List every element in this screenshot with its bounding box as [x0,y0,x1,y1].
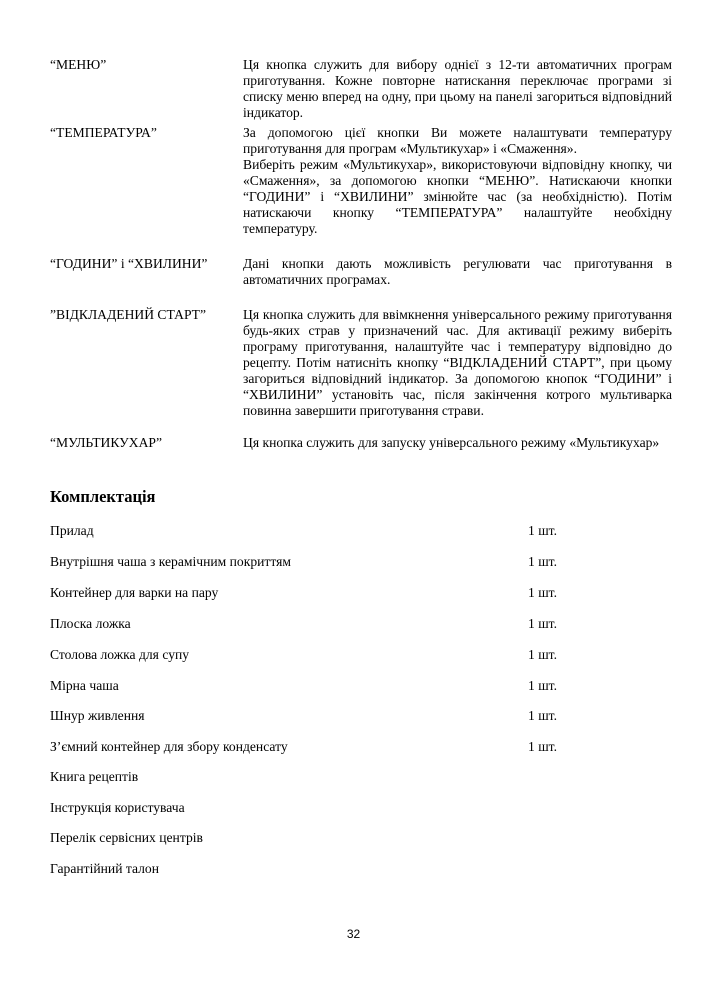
kit-item-name: Інструкція користувача [50,800,185,815]
kit-item-name: Контейнер для варки на пару [50,585,219,600]
kit-item [50,647,610,663]
button-description-text [243,256,672,288]
kit-item-quantity: 1 шт. [528,739,557,754]
kit-item-name: Плоска ложка [50,616,131,631]
kit-item-quantity: 1 шт. [528,708,557,723]
kit-item [50,554,610,570]
kit-item-name: Книга рецептів [50,769,139,784]
button-description-text [243,57,672,121]
kit-item-name: Перелік сервісних центрів [50,830,203,845]
kit-item-quantity: 1 шт. [528,616,557,631]
kit-item-name: Прилад [50,523,94,538]
kit-item-quantity: 1 шт. [528,647,557,662]
kit-item [50,800,610,816]
kit-item [50,769,610,785]
button-description-text [243,435,672,451]
kit-item-quantity: 1 шт. [528,554,557,569]
kit-item-name: Гарантійний талон [50,861,159,876]
section-title-kit: Комплектація [50,487,156,506]
button-description-hours-minutes [50,256,672,288]
button-description-multicook [50,435,672,451]
kit-item-name: Столова ложка для супу [50,647,190,662]
kit-item [50,708,610,724]
button-description-text [243,125,672,237]
description-paragraph: За допомогою цієї кнопки Ви можете налаштувати температуру приготування для програм «Мультикухар» і «Смаження». [243,125,672,156]
button-term: “ТЕМПЕРАТУРА” [50,125,157,140]
button-description-menu [50,57,672,121]
description-paragraph: Ця кнопка служить для запуску універсального режиму «Мультикухар» [243,435,660,450]
button-description-text [243,307,672,419]
page-number: 32 [346,927,361,941]
button-description-delayed-start [50,307,672,419]
description-paragraph: Ця кнопка служить для ввімкнення універсального режиму приготування будь-яких страв у призначений час. Для активації режиму виберіть програму приготування, налаштуйте час і температуру відповідно до рецепту. Потім натисніть кнопку “ВІДКЛАДЕНИЙ СТАРТ”, при цьому загориться відповідний індикатор. За допомогою кнопок “ГОДИНИ” і “ХВИЛИНИ” установіть час, після закінчення котрого мультиварка повинна завершити приготування страви. [243,307,672,418]
kit-item-name: Мірна чаша [50,678,119,693]
button-term: ”ВІДКЛАДЕНИЙ СТАРТ” [50,307,207,322]
kit-item-name: Шнур живлення [50,708,145,723]
kit-item-quantity: 1 шт. [528,523,557,538]
kit-item [50,616,610,632]
button-term: “МУЛЬТИКУХАР” [50,435,162,450]
description-paragraph: Ця кнопка служить для вибору однієї з 12-ти автоматичних програм приготування. Кожне повторне натискання переключає програми зі списку меню вперед на одну, при цьому на панелі загориться відповідний індикатор. [243,57,672,120]
kit-item-name: З’ємний контейнер для збору конденсату [50,739,288,754]
kit-item [50,739,610,755]
kit-item-quantity: 1 шт. [528,678,557,693]
kit-item [50,523,610,539]
description-paragraph: Дані кнопки дають можливість регулювати час приготування в автоматичних програмах. [243,256,672,287]
kit-item [50,678,610,694]
kit-item-name: Внутрішня чаша з керамічним покриттям [50,554,291,569]
button-description-temperature [50,125,672,237]
kit-item [50,830,610,846]
kit-item [50,861,610,877]
button-term: “МЕНЮ” [50,57,107,72]
kit-item [50,585,610,601]
description-paragraph: Виберіть режим «Мультикухар», використовуючи відповідну кнопку, чи «Смаження», за допомогою кнопки “МЕНЮ”. Натискаючи кнопки “ГОДИНИ” і “ХВИЛИНИ” змінюйте час (за необхідністю). Потім натискаючи кнопку “ТЕМПЕРАТУРА” налаштуйте необхідну температуру. [243,157,672,236]
button-term: “ГОДИНИ” і “ХВИЛИНИ” [50,256,208,271]
kit-item-quantity: 1 шт. [528,585,557,600]
